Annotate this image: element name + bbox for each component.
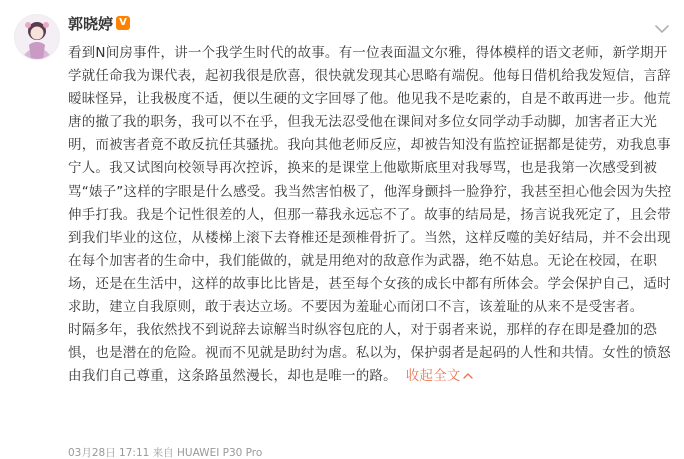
chevron-down-icon [654, 23, 670, 35]
post-body [68, 42, 672, 388]
username[interactable]: 郭晓婷 [68, 15, 114, 33]
avatar[interactable] [14, 14, 60, 60]
avatar-illustration-icon [15, 15, 59, 59]
vip-badge-icon: V [116, 16, 130, 30]
post-paragraph-last [68, 319, 672, 388]
more-options-button[interactable] [654, 20, 670, 32]
post-meta: 03月28日 17:11 来自 HUAWEI P30 Pro [68, 447, 263, 459]
post-paragraph: 看到N间房事件，讲一个我学生时代的故事。有一位表面温文尔雅，得体模样的语文老师，新学期开学就任命我为课代表，起初我很是欣喜，很快就发现其心思略有端倪。他每日借机给我发短信，言辞暧昧怪异，让我极度不适，便以生硬的文字回辱了他。他见我不是吃素的，自是不敢再进一步。他荒唐的撤了我的职务，我可以不在乎，但我无法忍受他在课间对多位女同学动手动脚，加害者正大光明，而被害者竟不敢反抗任其骚扰。我向其他老师反应，却被告知没有监控证据都是徒劳，劝我息事宁人。我又试图向校领导再次控诉，换来的是课堂上他歇斯底里对我辱骂，也是我第一次感受到被骂“婊子”这样的字眼是什么感受。我当然害怕极了，他浑身颤抖一脸狰狞，我甚至担心他会因为失控伸手打我。我是个记性很差的人，但那一幕我永远忘不了。故事的结局是，扬言说我死定了，且会带到我们毕业的这位，从楼梯上滚下去脊椎还是颈椎骨折了。当然，这样反噬的美好结局，并不会出现在每个加害者的生命中，我们能做的，就是用绝对的敌意作为武器，绝不姑息。无论在校园，在职场，还是在生活中，这样的故事比比皆是，甚至每个女孩的成长中都有所体会。学会保护自己，适时求助，建立自我原则，敢于表达立场。不要因为羞耻心而闭口不言，该羞耻的从来不是受害者。 [68, 45, 672, 316]
collapse-button[interactable] [406, 368, 473, 384]
collapse-label: 收起全文 [405, 368, 461, 385]
chevron-up-icon [463, 372, 473, 380]
post-paragraph: 时隔多年，我依然找不到说辞去谅解当时纵容包庇的人，对于弱者来说，那样的存在即是叠加的恐惧，也是潜在的危险。视而不见就是助纣为虐。私以为，保护弱者是起码的人性和共情。女性的愤怒由我们自己尊重，这条路虽然漫长，却也是唯一的路。 [68, 322, 671, 385]
